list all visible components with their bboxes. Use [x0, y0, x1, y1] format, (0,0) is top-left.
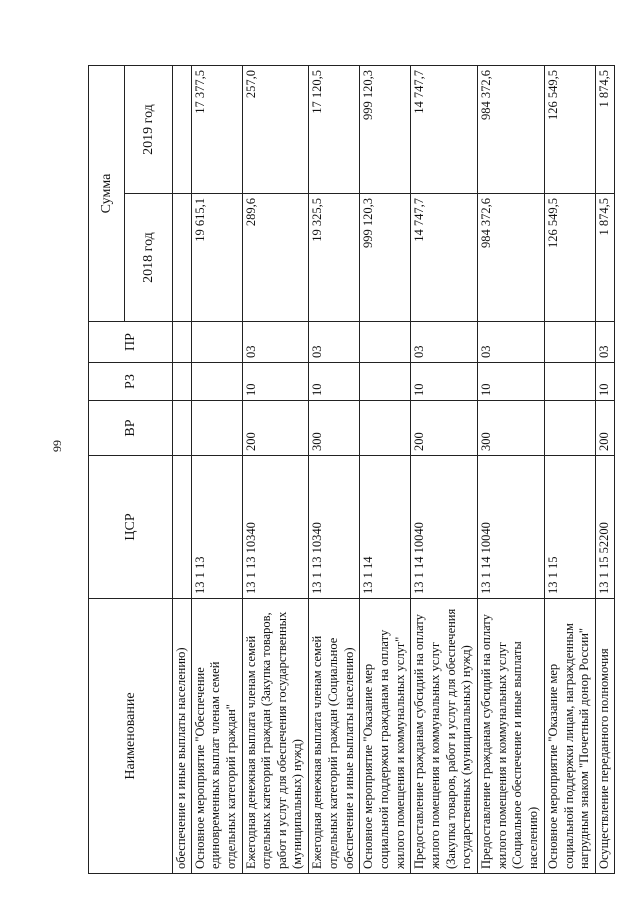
table-row [478, 66, 545, 874]
row-2019: 14 747,7 [411, 66, 478, 194]
row-vr: 200 [411, 401, 478, 456]
row-csr: 13 1 13 10340 [309, 456, 360, 599]
row-name: Основное мероприятие "Оказание мер социальной поддержки лицам, награжденным нагрудным знаком "Почетный донор России" [545, 599, 596, 874]
row-csr: 13 1 15 [545, 456, 596, 599]
page-number: 99 [50, 440, 64, 452]
row-vr: 200 [595, 401, 614, 456]
row-name: Осуществление переданного полномочия [595, 599, 614, 874]
row-2019 [173, 66, 192, 194]
row-rz: 10 [478, 363, 545, 401]
row-2018: 126 549,5 [545, 194, 596, 322]
row-rz: 10 [411, 363, 478, 401]
row-2018 [173, 194, 192, 322]
header-rz: РЗ [89, 363, 173, 401]
table-row [173, 66, 192, 874]
header-pr: ПР [89, 322, 173, 363]
row-rz [545, 363, 596, 401]
row-rz: 10 [595, 363, 614, 401]
row-name: Предоставление гражданам субсидий на оплату жилого помещения и коммунальных услуг (Социальное обеспечение и иные выплаты населению) [478, 599, 545, 874]
row-pr [173, 322, 192, 363]
row-name: Предоставление гражданам субсидий на оплату жилого помещения и коммунальных услуг (Закупка товаров, работ и услуг для обеспечения государственных (муниципальных) нужд) [411, 599, 478, 874]
row-pr: 03 [309, 322, 360, 363]
row-vr [360, 401, 411, 456]
row-csr: 13 1 13 [191, 456, 242, 599]
row-2018: 19 325,5 [309, 194, 360, 322]
row-2018: 289,6 [242, 194, 309, 322]
header-2019: 2019 год [125, 66, 173, 194]
row-2018: 1 874,5 [595, 194, 614, 322]
table-row [242, 66, 309, 874]
row-pr: 03 [411, 322, 478, 363]
row-2019: 999 120,3 [360, 66, 411, 194]
row-2018: 19 615,1 [191, 194, 242, 322]
table-row [360, 66, 411, 874]
row-csr: 13 1 14 10040 [411, 456, 478, 599]
table-row [595, 66, 614, 874]
row-2018: 999 120,3 [360, 194, 411, 322]
row-2019: 984 372,6 [478, 66, 545, 194]
row-name: Основное мероприятие "Оказание мер социальной поддержки гражданам на оплату жилого помещения и коммунальных услуг" [360, 599, 411, 874]
row-2019: 126 549,5 [545, 66, 596, 194]
row-vr: 300 [309, 401, 360, 456]
row-pr [360, 322, 411, 363]
row-vr [173, 401, 192, 456]
row-pr: 03 [595, 322, 614, 363]
row-rz: 10 [242, 363, 309, 401]
row-rz: 10 [309, 363, 360, 401]
row-2018: 14 747,7 [411, 194, 478, 322]
row-csr: 13 1 15 52200 [595, 456, 614, 599]
header-vr: ВР [89, 401, 173, 456]
row-2019: 17 120,5 [309, 66, 360, 194]
row-rz [191, 363, 242, 401]
row-2018: 984 372,6 [478, 194, 545, 322]
row-rz [360, 363, 411, 401]
header-csr: ЦСР [89, 456, 173, 599]
row-pr: 03 [242, 322, 309, 363]
table-row [309, 66, 360, 874]
row-name: обеспечение и иные выплаты населению) [173, 599, 192, 874]
header-sum: Сумма [89, 66, 125, 322]
row-pr [545, 322, 596, 363]
row-csr [173, 456, 192, 599]
row-pr: 03 [478, 322, 545, 363]
row-2019: 1 874,5 [595, 66, 614, 194]
header-2018: 2018 год [125, 194, 173, 322]
row-2019: 17 377,5 [191, 66, 242, 194]
table-row [545, 66, 596, 874]
row-csr: 13 1 13 10340 [242, 456, 309, 599]
row-csr: 13 1 14 10040 [478, 456, 545, 599]
row-2019: 257,0 [242, 66, 309, 194]
row-pr [191, 322, 242, 363]
row-vr: 200 [242, 401, 309, 456]
table-row [411, 66, 478, 874]
row-vr [545, 401, 596, 456]
budget-table-container [88, 66, 615, 874]
table-row [191, 66, 242, 874]
row-vr [191, 401, 242, 456]
header-name: Наименование [89, 599, 173, 874]
row-rz [173, 363, 192, 401]
row-vr: 300 [478, 401, 545, 456]
row-csr: 13 1 14 [360, 456, 411, 599]
row-name: Основное мероприятие "Обеспечение единовременных выплат членам семей отдельных категорий граждан" [191, 599, 242, 874]
row-name: Ежегодная денежная выплата членам семей отдельных категорий граждан (Закупка товаров, работ и услуг для обеспечения государственных (муниципальных) нужд) [242, 599, 309, 874]
budget-table [88, 65, 615, 874]
row-name: Ежегодная денежная выплата членам семей отдельных категорий граждан (Социальное обеспечение и иные выплаты населению) [309, 599, 360, 874]
